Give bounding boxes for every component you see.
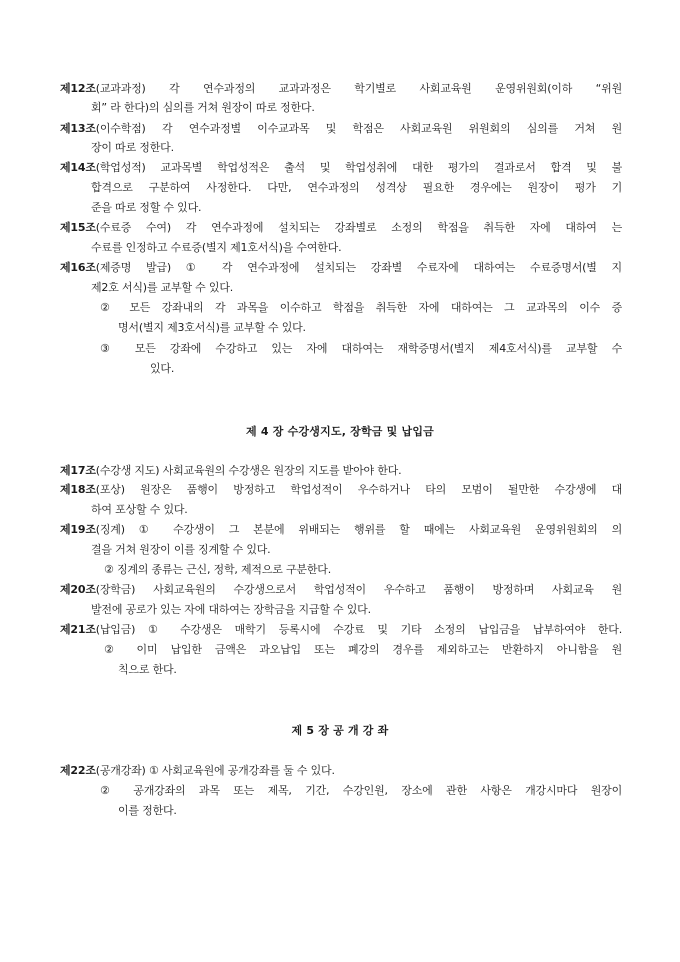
article-21-paragraph-2-line-1: ② 이미 납입한 금액은 과오납입 또는 폐강의 경우를 제외하고는 반환하지 아니함을 원 — [104, 643, 622, 656]
article-14-line-3: 준을 따로 정할 수 있다. — [91, 201, 202, 214]
article-number: 제19조 — [60, 523, 96, 536]
article-15-line-2: 수료를 인정하고 수료증(별지 제1호서식)을 수여한다. — [91, 241, 342, 254]
article-20-line-1: 제20조(장학금) 사회교육원의 수강생으로서 학업성적이 우수하고 품행이 방정하며 사회교육 원 — [60, 583, 622, 596]
article-18-line-1: 제18조(포상) 원장은 품행이 방정하고 학업성적이 우수하거나 타의 모범이 될만한 수강생에 대 — [60, 483, 622, 496]
article-16-line-2: 제2호 서식)를 교부할 수 있다. — [91, 281, 234, 294]
article-19-line-1: 제19조(징계) ① 수강생이 그 본분에 위배되는 행위를 할 때에는 사회교육원 운영위원회의 의 — [60, 523, 622, 536]
chapter-4-heading: 제 4 장 수강생지도, 장학금 및 납입금 — [246, 425, 434, 438]
article-16-paragraph-2-line-2: 명서(별지 제3호서식)를 교부할 수 있다. — [118, 321, 306, 334]
article-number: 제15조 — [60, 221, 96, 234]
article-19-line-2: 결을 거쳐 원장이 이를 징계할 수 있다. — [91, 543, 271, 556]
article-17-line-1: 제17조(수강생 지도) 사회교육원의 수강생은 원장의 지도를 받아야 한다. — [60, 464, 402, 477]
article-number: 제20조 — [60, 583, 96, 596]
article-16-paragraph-2-line-1: ② 모든 강좌내의 각 과목을 이수하고 학점을 취득한 자에 대하여는 그 교과목의 이수 증 — [100, 301, 622, 314]
article-15-line-1: 제15조(수료증 수여) 각 연수과정에 설치되는 강좌별로 소정의 학점을 취득한 자에 대하여 는 — [60, 221, 622, 234]
article-21-paragraph-2-line-2: 칙으로 한다. — [118, 663, 177, 676]
article-number: 제16조 — [60, 261, 96, 274]
article-number: 제14조 — [60, 161, 96, 174]
article-22-paragraph-2-line-1: ② 공개강좌의 과목 또는 제목, 기간, 수강인원, 장소에 관한 사항은 개강시마다 원장이 — [100, 784, 622, 797]
article-19-paragraph-2-line-1: ② 징계의 종류는 근신, 정학, 제적으로 구분한다. — [104, 563, 331, 576]
article-13-line-1: 제13조(이수학점) 각 연수과정별 이수교과목 및 학점은 사회교육원 위원회의 심의를 거쳐 원 — [60, 122, 622, 135]
article-20-line-2: 발전에 공로가 있는 자에 대하여는 장학금을 지급할 수 있다. — [91, 603, 371, 616]
article-13-line-2: 장이 따로 정한다. — [91, 141, 174, 154]
article-16-paragraph-3-line-1: ③ 모든 강좌에 수강하고 있는 자에 대하여는 재학증명서(별지 제4호서식)를 교부할 수 — [100, 342, 622, 355]
article-16-paragraph-3-line-2: 있다. — [150, 362, 175, 375]
article-18-line-2: 하여 포상할 수 있다. — [91, 503, 188, 516]
article-number: 제17조 — [60, 464, 96, 477]
article-22-line-1: 제22조(공개강좌) ① 사회교육원에 공개강좌를 둘 수 있다. — [60, 764, 335, 777]
article-number: 제12조 — [60, 82, 96, 95]
article-12-line-2: 회” 라 한다)의 심의를 거쳐 원장이 따로 정한다. — [91, 101, 315, 114]
article-22-paragraph-2-line-2: 이를 정한다. — [118, 804, 177, 817]
article-16-line-1: 제16조(제증명 발급) ① 각 연수과정에 설치되는 강좌별 수료자에 대하여는 수료증명서(별 지 — [60, 261, 622, 274]
article-number: 제13조 — [60, 122, 96, 135]
article-number: 제18조 — [60, 483, 96, 496]
article-number: 제21조 — [60, 623, 96, 636]
chapter-5-heading: 제 5 장 공 개 강 좌 — [291, 724, 389, 737]
article-12-line-1: 제12조(교과과정) 각 연수과정의 교과과정은 학기별로 사회교육원 운영위원회(이하 “위원 — [60, 82, 622, 95]
article-14-line-2: 합격으로 구분하여 사정한다. 다만, 연수과정의 성격상 필요한 경우에는 원장이 평가 기 — [91, 181, 622, 194]
article-14-line-1: 제14조(학업성적) 교과목별 학업성적은 출석 및 학업성취에 대한 평가의 결과로서 합격 및 불 — [60, 161, 622, 174]
article-21-line-1: 제21조(납입금) ① 수강생은 매학기 등록시에 수강료 및 기타 소정의 납입금을 납부하여야 한다. — [60, 623, 622, 636]
article-number: 제22조 — [60, 764, 96, 777]
